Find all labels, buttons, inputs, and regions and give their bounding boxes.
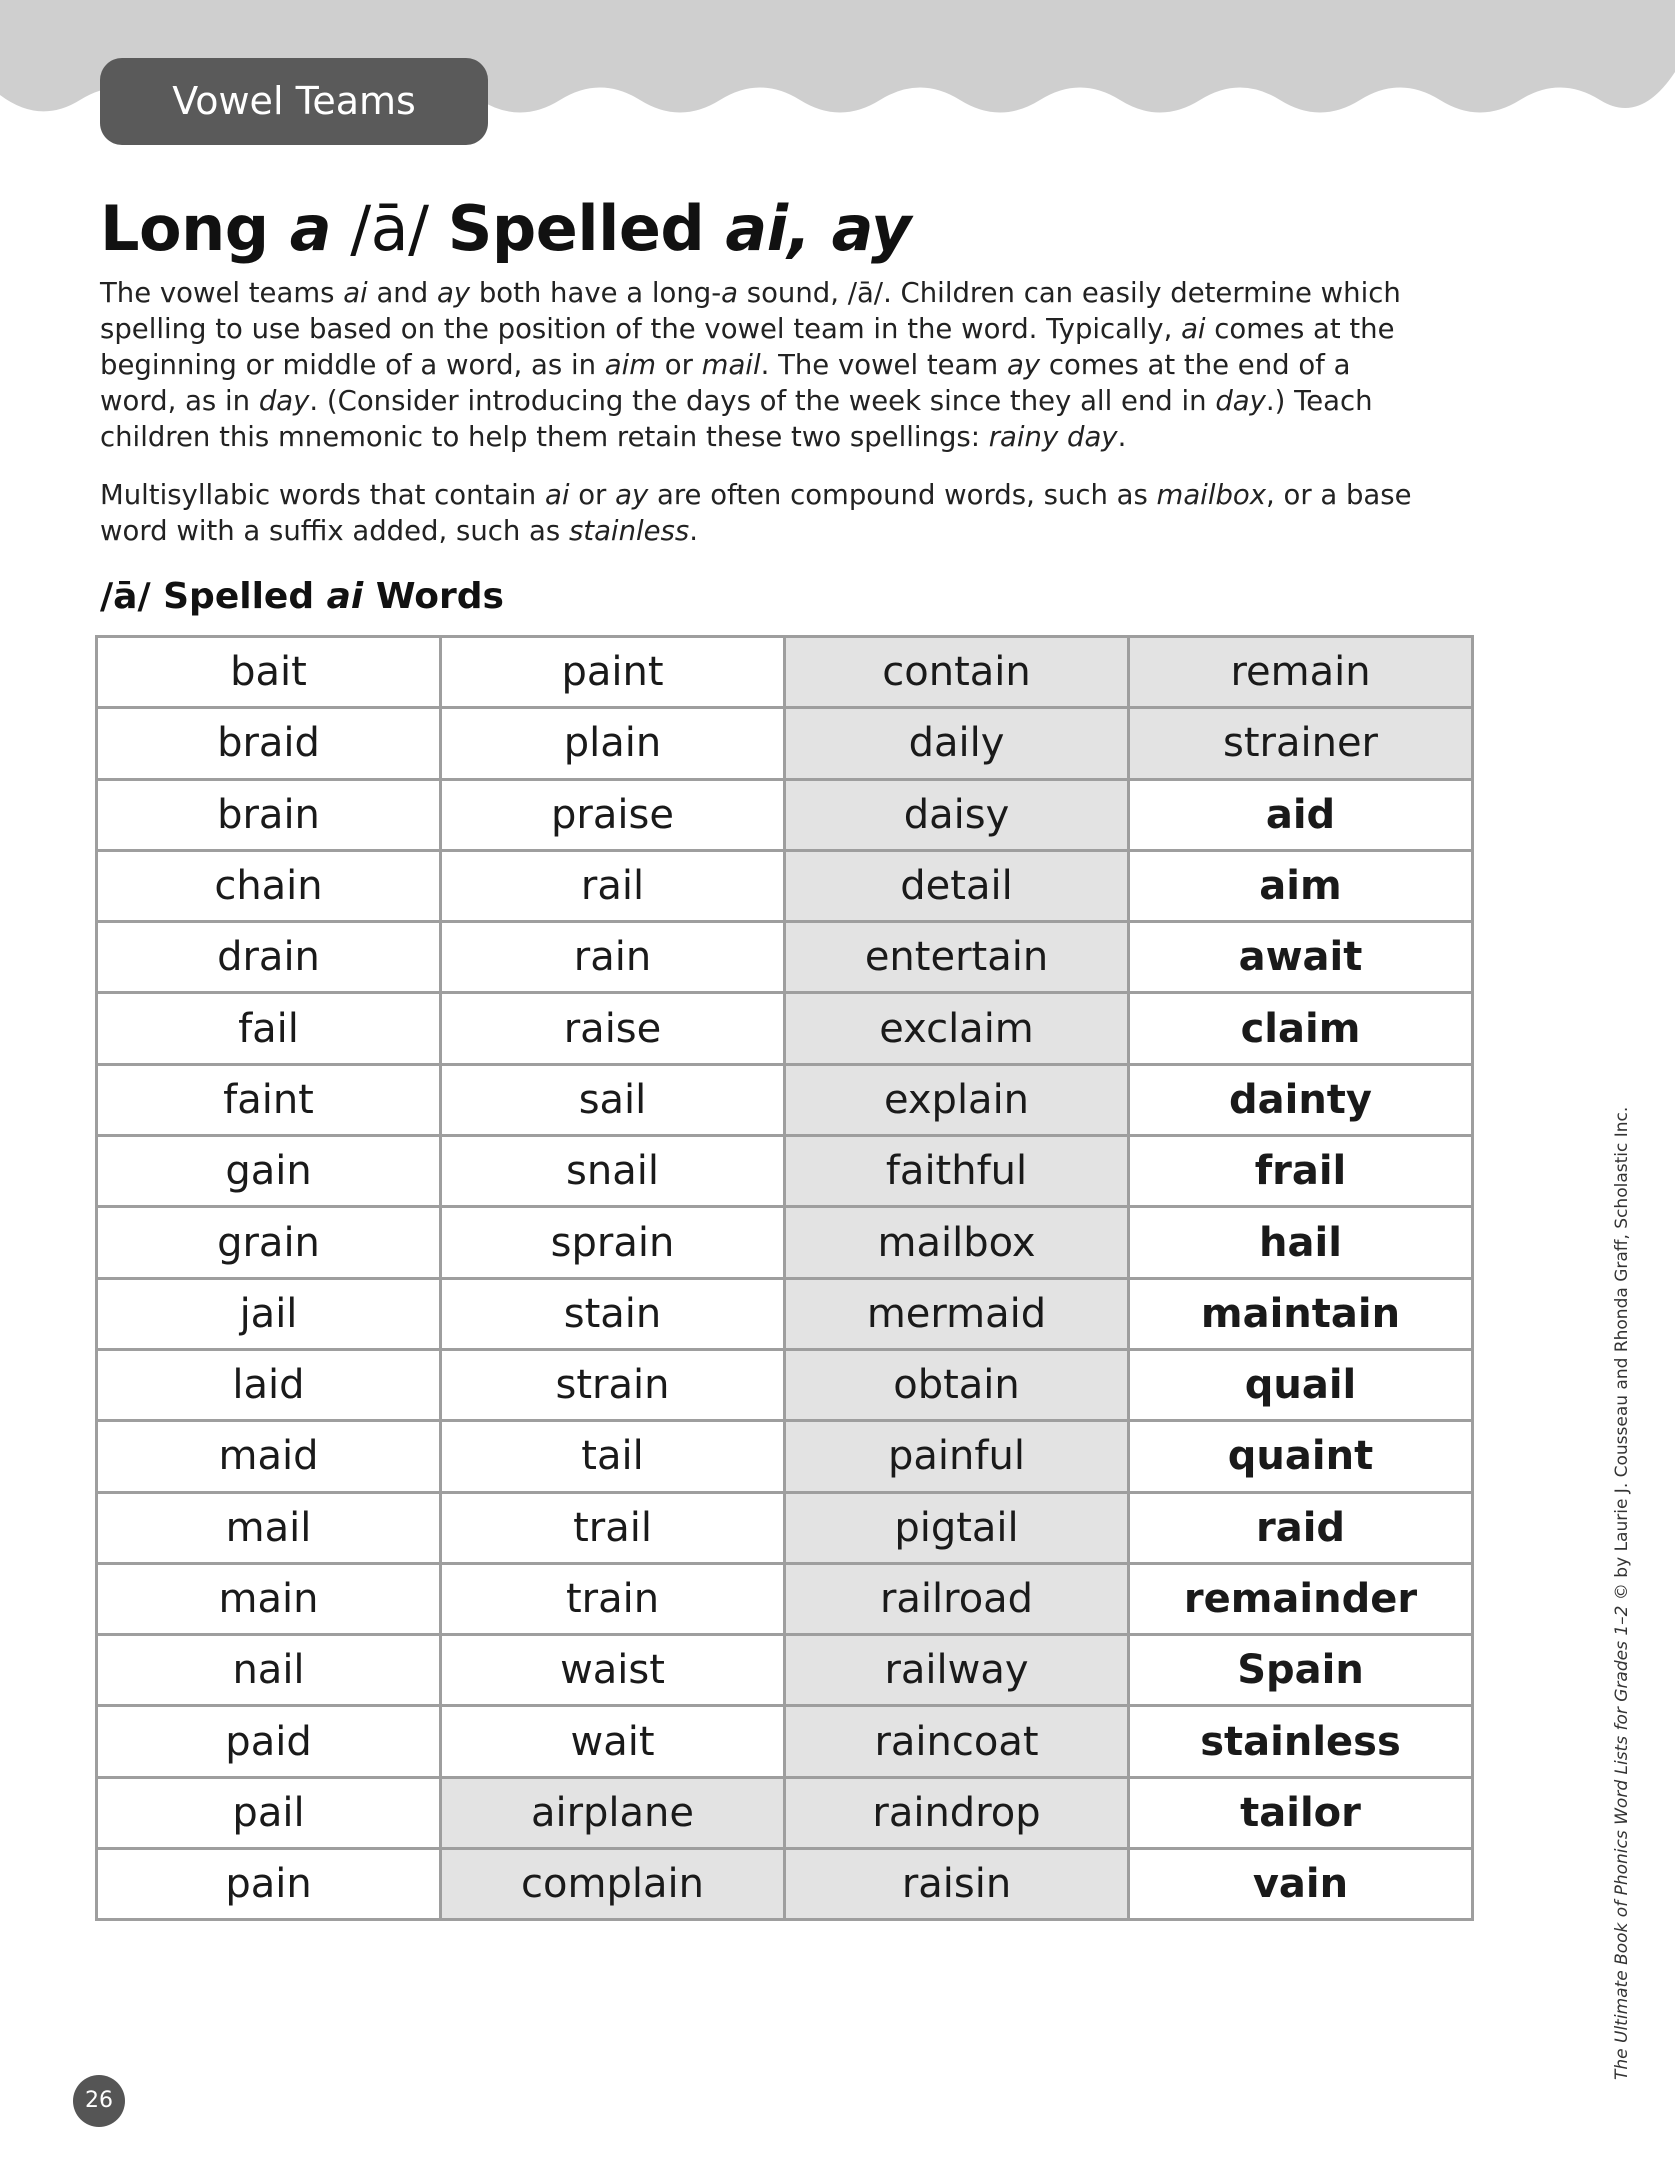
word-cell: plain xyxy=(442,709,786,780)
word-cell: obtain xyxy=(786,1351,1130,1422)
word-cell: train xyxy=(442,1565,786,1636)
word-cell: stainless xyxy=(1130,1707,1474,1778)
word-cell: pigtail xyxy=(786,1494,1130,1565)
word-cell: sail xyxy=(442,1066,786,1137)
word-cell: maid xyxy=(98,1422,442,1493)
word-cell: brain xyxy=(98,781,442,852)
word-cell: hail xyxy=(1130,1208,1474,1279)
word-cell: praise xyxy=(442,781,786,852)
word-cell: entertain xyxy=(786,923,1130,994)
word-cell: mailbox xyxy=(786,1208,1130,1279)
word-cell: stain xyxy=(442,1280,786,1351)
word-cell: daily xyxy=(786,709,1130,780)
word-cell: maintain xyxy=(1130,1280,1474,1351)
page-number: 26 xyxy=(73,2075,125,2127)
multisyllabic-paragraph: Multisyllabic words that contain ai or ay are often compound words, such as mailbox, or a base word with a suffix added, such as stainless. xyxy=(100,479,1412,547)
word-cell: detail xyxy=(786,852,1130,923)
word-cell: explain xyxy=(786,1066,1130,1137)
word-cell: tail xyxy=(442,1422,786,1493)
word-cell: raindrop xyxy=(786,1779,1130,1850)
page-title: Long a /ā/ Spelled ai, ay xyxy=(100,192,911,265)
word-cell: strainer xyxy=(1130,709,1474,780)
word-cell: paid xyxy=(98,1707,442,1778)
word-cell: rail xyxy=(442,852,786,923)
word-cell: snail xyxy=(442,1137,786,1208)
section-subheading: /ā/ Spelled ai Words xyxy=(100,576,504,617)
word-cell: raisin xyxy=(786,1850,1130,1921)
word-cell: mail xyxy=(98,1494,442,1565)
word-cell: nail xyxy=(98,1636,442,1707)
word-cell: sprain xyxy=(442,1208,786,1279)
word-cell: chain xyxy=(98,852,442,923)
word-cell: pain xyxy=(98,1850,442,1921)
word-cell: faint xyxy=(98,1066,442,1137)
word-cell: fail xyxy=(98,994,442,1065)
word-cell: contain xyxy=(786,638,1130,709)
word-cell: main xyxy=(98,1565,442,1636)
word-cell: frail xyxy=(1130,1137,1474,1208)
word-cell: grain xyxy=(98,1208,442,1279)
word-cell: painful xyxy=(786,1422,1130,1493)
word-cell: dainty xyxy=(1130,1066,1474,1137)
word-cell: raincoat xyxy=(786,1707,1130,1778)
word-cell: rain xyxy=(442,923,786,994)
word-cell: tailor xyxy=(1130,1779,1474,1850)
word-cell: remainder xyxy=(1130,1565,1474,1636)
section-tab: Vowel Teams xyxy=(100,58,488,145)
word-cell: paint xyxy=(442,638,786,709)
word-cell: complain xyxy=(442,1850,786,1921)
word-cell: railroad xyxy=(786,1565,1130,1636)
intro-paragraph: The vowel teams ai and ay both have a long-a sound, /ā/. Children can easily determine which spelling to use based on the position of the vowel team in the word. Typically, ai comes at the beginning or middle of a word, as in aim or mail. The vowel team ay comes at the end of a word, as in day. (Consider introducing the days of the week since they all end in day.) Teach children this mnemonic to help them retain these two spellings: rainy day. xyxy=(100,277,1401,453)
word-cell: braid xyxy=(98,709,442,780)
word-cell: aim xyxy=(1130,852,1474,923)
word-cell: strain xyxy=(442,1351,786,1422)
word-cell: quail xyxy=(1130,1351,1474,1422)
word-cell: daisy xyxy=(786,781,1130,852)
word-cell: raise xyxy=(442,994,786,1065)
word-cell: bait xyxy=(98,638,442,709)
word-cell: claim xyxy=(1130,994,1474,1065)
word-cell: exclaim xyxy=(786,994,1130,1065)
word-cell: mermaid xyxy=(786,1280,1130,1351)
word-cell: await xyxy=(1130,923,1474,994)
word-cell: gain xyxy=(98,1137,442,1208)
word-cell: jail xyxy=(98,1280,442,1351)
word-cell: remain xyxy=(1130,638,1474,709)
word-cell: raid xyxy=(1130,1494,1474,1565)
word-cell: trail xyxy=(442,1494,786,1565)
word-cell: drain xyxy=(98,923,442,994)
word-table xyxy=(95,635,1474,1921)
word-cell: Spain xyxy=(1130,1636,1474,1707)
word-cell: pail xyxy=(98,1779,442,1850)
word-cell: wait xyxy=(442,1707,786,1778)
word-cell: quaint xyxy=(1130,1422,1474,1493)
word-cell: airplane xyxy=(442,1779,786,1850)
word-cell: laid xyxy=(98,1351,442,1422)
word-cell: railway xyxy=(786,1636,1130,1707)
word-cell: vain xyxy=(1130,1850,1474,1921)
copyright-credit: The Ultimate Book of Phonics Word Lists for Grades 1–2 © by Laurie J. Cousseau and Rhonda Graff, Scholastic Inc. xyxy=(1612,1106,1632,2080)
word-cell: waist xyxy=(442,1636,786,1707)
word-cell: faithful xyxy=(786,1137,1130,1208)
word-cell: aid xyxy=(1130,781,1474,852)
